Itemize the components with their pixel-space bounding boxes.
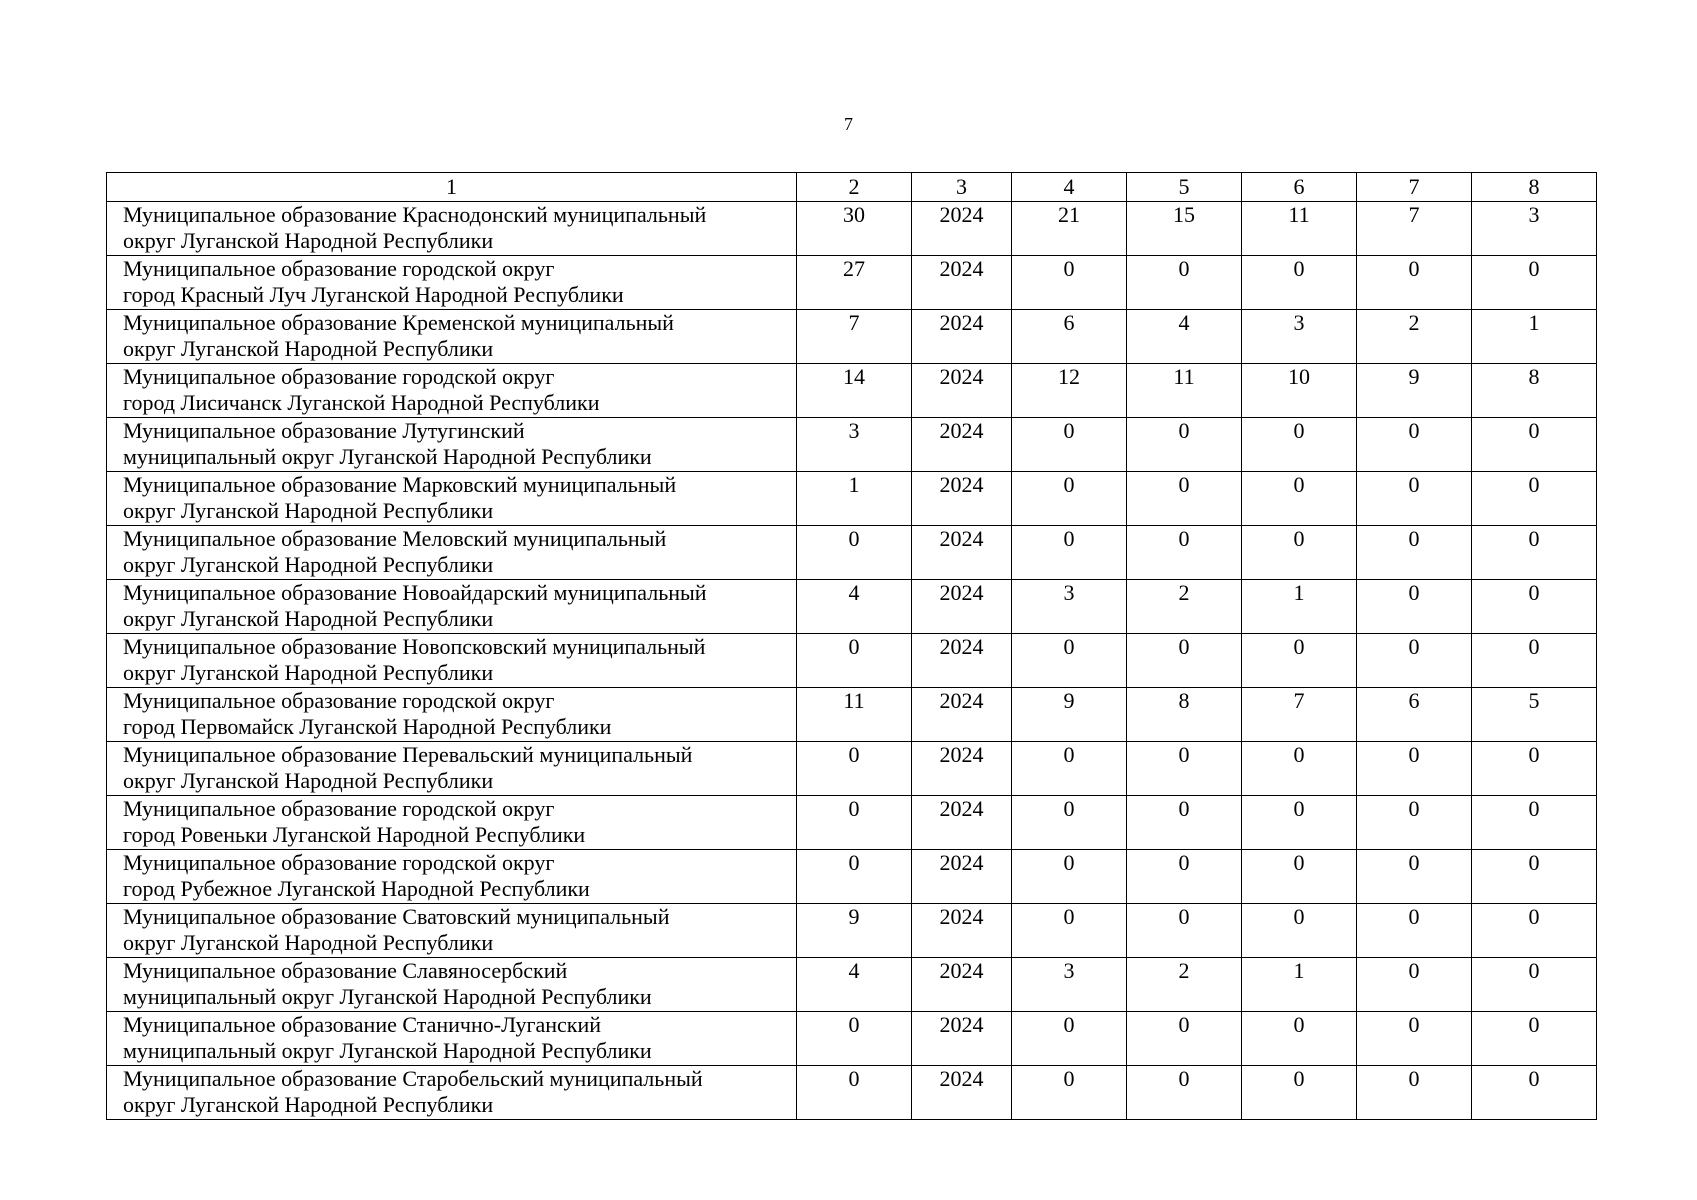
value-cell-col-7: 0 (1357, 742, 1472, 796)
value-cell-col-6: 0 (1242, 418, 1357, 472)
value-cell-col-5: 0 (1127, 418, 1242, 472)
value-cell-col-3: 2024 (912, 580, 1012, 634)
municipality-name-cell (107, 688, 797, 742)
value-cell-col-2: 9 (797, 904, 912, 958)
value-cell-col-2: 0 (797, 796, 912, 850)
municipality-name-cell (107, 256, 797, 310)
value-cell-col-4: 12 (1012, 364, 1127, 418)
value-cell-col-3: 2024 (912, 256, 1012, 310)
municipality-name-line: Муниципальное образование городской округ (123, 796, 555, 821)
value-cell-col-8: 0 (1472, 742, 1597, 796)
value-cell-col-7: 2 (1357, 310, 1472, 364)
value-cell-col-6: 0 (1242, 1066, 1357, 1120)
value-cell-col-5: 0 (1127, 904, 1242, 958)
table-row (107, 472, 1597, 526)
table-row (107, 742, 1597, 796)
value-cell-col-4: 3 (1012, 580, 1127, 634)
value-cell-col-4: 3 (1012, 958, 1127, 1012)
value-cell-col-6: 0 (1242, 1012, 1357, 1066)
value-cell-col-6: 7 (1242, 688, 1357, 742)
value-cell-col-4: 0 (1012, 742, 1127, 796)
value-cell-col-3: 2024 (912, 850, 1012, 904)
value-cell-col-7: 0 (1357, 796, 1472, 850)
municipality-name-line: Муниципальное образование городской округ (123, 364, 555, 389)
column-header: 1 (107, 173, 797, 202)
municipality-name-line: город Лисичанск Луганской Народной Республики (123, 390, 600, 415)
table-row (107, 688, 1597, 742)
value-cell-col-5: 2 (1127, 580, 1242, 634)
value-cell-col-4: 0 (1012, 796, 1127, 850)
value-cell-col-4: 0 (1012, 1012, 1127, 1066)
municipality-name-line: округ Луганской Народной Республики (123, 336, 494, 361)
column-header: 4 (1012, 173, 1127, 202)
value-cell-col-8: 0 (1472, 634, 1597, 688)
value-cell-col-5: 0 (1127, 472, 1242, 526)
value-cell-col-2: 27 (797, 256, 912, 310)
municipality-name-line: Муниципальное образование Славяносербский (123, 958, 568, 983)
value-cell-col-2: 7 (797, 310, 912, 364)
value-cell-col-5: 0 (1127, 742, 1242, 796)
table-row (107, 634, 1597, 688)
municipality-name-line: муниципальный округ Луганской Народной Республики (123, 1038, 652, 1063)
value-cell-col-8: 0 (1472, 796, 1597, 850)
table-row (107, 1066, 1597, 1120)
value-cell-col-4: 0 (1012, 526, 1127, 580)
table-row (107, 958, 1597, 1012)
municipality-name-line: Муниципальное образование городской округ (123, 688, 555, 713)
column-header: 5 (1127, 173, 1242, 202)
value-cell-col-2: 0 (797, 526, 912, 580)
municipality-name-cell (107, 1066, 797, 1120)
municipality-name-line: Муниципальное образование Лутугинский (123, 418, 525, 443)
value-cell-col-2: 0 (797, 1012, 912, 1066)
value-cell-col-2: 4 (797, 958, 912, 1012)
value-cell-col-6: 0 (1242, 526, 1357, 580)
value-cell-col-2: 3 (797, 418, 912, 472)
value-cell-col-7: 0 (1357, 418, 1472, 472)
municipality-name-line: муниципальный округ Луганской Народной Республики (123, 444, 652, 469)
municipality-name-cell (107, 742, 797, 796)
municipality-name-line: Муниципальное образование городской округ (123, 256, 555, 281)
value-cell-col-4: 0 (1012, 472, 1127, 526)
municipality-name-line: город Первомайск Луганской Народной Республики (123, 714, 612, 739)
municipality-name-line: Муниципальное образование Новоайдарский муниципальный (123, 580, 707, 605)
value-cell-col-3: 2024 (912, 742, 1012, 796)
value-cell-col-7: 0 (1357, 526, 1472, 580)
municipality-name-line: город Рубежное Луганской Народной Республики (123, 876, 590, 901)
column-header: 6 (1242, 173, 1357, 202)
value-cell-col-7: 0 (1357, 850, 1472, 904)
value-cell-col-5: 11 (1127, 364, 1242, 418)
table-body (107, 202, 1597, 1120)
municipality-name-line: округ Луганской Народной Республики (123, 660, 494, 685)
value-cell-col-2: 11 (797, 688, 912, 742)
municipality-name-cell (107, 526, 797, 580)
value-cell-col-6: 10 (1242, 364, 1357, 418)
value-cell-col-3: 2024 (912, 472, 1012, 526)
value-cell-col-8: 0 (1472, 850, 1597, 904)
column-header: 3 (912, 173, 1012, 202)
municipality-name-line: округ Луганской Народной Республики (123, 930, 494, 955)
municipality-name-cell (107, 1012, 797, 1066)
municipality-name-line: муниципальный округ Луганской Народной Республики (123, 984, 652, 1009)
value-cell-col-7: 0 (1357, 1066, 1472, 1120)
value-cell-col-4: 0 (1012, 850, 1127, 904)
municipality-name-cell (107, 850, 797, 904)
value-cell-col-5: 4 (1127, 310, 1242, 364)
value-cell-col-8: 0 (1472, 904, 1597, 958)
table-row (107, 850, 1597, 904)
value-cell-col-3: 2024 (912, 364, 1012, 418)
municipality-name-line: Муниципальное образование Меловский муниципальный (123, 526, 667, 551)
municipality-name-line: Муниципальное образование Кременской муниципальный (123, 310, 674, 335)
value-cell-col-4: 21 (1012, 202, 1127, 256)
value-cell-col-5: 0 (1127, 256, 1242, 310)
municipality-name-cell (107, 580, 797, 634)
value-cell-col-7: 9 (1357, 364, 1472, 418)
value-cell-col-4: 0 (1012, 1066, 1127, 1120)
value-cell-col-7: 6 (1357, 688, 1472, 742)
column-number-header-row (107, 173, 1597, 202)
value-cell-col-7: 0 (1357, 634, 1472, 688)
municipality-name-line: город Красный Луч Луганской Народной Республики (123, 282, 624, 307)
value-cell-col-4: 0 (1012, 904, 1127, 958)
table-row (107, 418, 1597, 472)
value-cell-col-4: 9 (1012, 688, 1127, 742)
value-cell-col-7: 0 (1357, 904, 1472, 958)
municipality-name-line: Муниципальное образование Марковский муниципальный (123, 472, 677, 497)
value-cell-col-6: 11 (1242, 202, 1357, 256)
page-number: 7 (844, 114, 853, 134)
value-cell-col-3: 2024 (912, 526, 1012, 580)
table-row (107, 796, 1597, 850)
municipality-name-line: округ Луганской Народной Республики (123, 228, 494, 253)
value-cell-col-8: 0 (1472, 958, 1597, 1012)
value-cell-col-5: 0 (1127, 1012, 1242, 1066)
value-cell-col-5: 0 (1127, 796, 1242, 850)
value-cell-col-3: 2024 (912, 634, 1012, 688)
municipality-name-cell (107, 634, 797, 688)
value-cell-col-3: 2024 (912, 1066, 1012, 1120)
municipality-name-cell (107, 472, 797, 526)
value-cell-col-2: 0 (797, 634, 912, 688)
municipality-name-line: округ Луганской Народной Республики (123, 498, 494, 523)
value-cell-col-8: 0 (1472, 1012, 1597, 1066)
value-cell-col-6: 0 (1242, 742, 1357, 796)
value-cell-col-6: 0 (1242, 472, 1357, 526)
value-cell-col-8: 0 (1472, 256, 1597, 310)
value-cell-col-7: 0 (1357, 1012, 1472, 1066)
municipality-name-line: округ Луганской Народной Республики (123, 606, 494, 631)
value-cell-col-8: 3 (1472, 202, 1597, 256)
municipality-name-line: Муниципальное образование Краснодонский муниципальный (123, 202, 707, 227)
value-cell-col-4: 0 (1012, 418, 1127, 472)
value-cell-col-2: 0 (797, 1066, 912, 1120)
column-header: 8 (1472, 173, 1597, 202)
value-cell-col-5: 0 (1127, 634, 1242, 688)
value-cell-col-5: 0 (1127, 1066, 1242, 1120)
municipality-name-line: Муниципальное образование городской округ (123, 850, 555, 875)
table-row (107, 526, 1597, 580)
value-cell-col-8: 0 (1472, 526, 1597, 580)
municipality-name-line: округ Луганской Народной Республики (123, 768, 494, 793)
value-cell-col-3: 2024 (912, 796, 1012, 850)
municipality-name-cell (107, 958, 797, 1012)
municipality-name-line: Муниципальное образование Станично-Луганский (123, 1012, 602, 1037)
value-cell-col-7: 0 (1357, 580, 1472, 634)
value-cell-col-5: 0 (1127, 850, 1242, 904)
table-row (107, 580, 1597, 634)
value-cell-col-3: 2024 (912, 418, 1012, 472)
value-cell-col-6: 0 (1242, 904, 1357, 958)
municipal-data-table (106, 172, 1597, 1120)
value-cell-col-4: 6 (1012, 310, 1127, 364)
value-cell-col-2: 14 (797, 364, 912, 418)
municipality-name-line: Муниципальное образование Новопсковский муниципальный (123, 634, 706, 659)
value-cell-col-3: 2024 (912, 904, 1012, 958)
value-cell-col-8: 8 (1472, 364, 1597, 418)
value-cell-col-7: 0 (1357, 472, 1472, 526)
value-cell-col-8: 5 (1472, 688, 1597, 742)
value-cell-col-4: 0 (1012, 256, 1127, 310)
value-cell-col-7: 0 (1357, 256, 1472, 310)
value-cell-col-2: 1 (797, 472, 912, 526)
value-cell-col-8: 0 (1472, 1066, 1597, 1120)
table-row (107, 310, 1597, 364)
value-cell-col-6: 0 (1242, 634, 1357, 688)
value-cell-col-5: 8 (1127, 688, 1242, 742)
value-cell-col-8: 1 (1472, 310, 1597, 364)
value-cell-col-5: 0 (1127, 526, 1242, 580)
municipality-name-line: округ Луганской Народной Республики (123, 1092, 494, 1117)
value-cell-col-6: 0 (1242, 850, 1357, 904)
value-cell-col-5: 2 (1127, 958, 1242, 1012)
value-cell-col-2: 4 (797, 580, 912, 634)
value-cell-col-6: 3 (1242, 310, 1357, 364)
value-cell-col-2: 0 (797, 742, 912, 796)
value-cell-col-3: 2024 (912, 688, 1012, 742)
value-cell-col-3: 2024 (912, 1012, 1012, 1066)
value-cell-col-2: 0 (797, 850, 912, 904)
value-cell-col-6: 1 (1242, 958, 1357, 1012)
table-row (107, 904, 1597, 958)
municipality-name-cell (107, 202, 797, 256)
table-row (107, 364, 1597, 418)
value-cell-col-6: 1 (1242, 580, 1357, 634)
municipality-name-cell (107, 418, 797, 472)
municipality-name-line: Муниципальное образование Перевальский муниципальный (123, 742, 693, 767)
municipality-name-line: округ Луганской Народной Республики (123, 552, 494, 577)
municipality-name-line: город Ровеньки Луганской Народной Республики (123, 822, 586, 847)
municipality-name-cell (107, 904, 797, 958)
table-row (107, 202, 1597, 256)
value-cell-col-7: 0 (1357, 958, 1472, 1012)
value-cell-col-8: 0 (1472, 580, 1597, 634)
municipality-name-line: Муниципальное образование Сватовский муниципальный (123, 904, 670, 929)
value-cell-col-3: 2024 (912, 310, 1012, 364)
value-cell-col-7: 7 (1357, 202, 1472, 256)
value-cell-col-4: 0 (1012, 634, 1127, 688)
municipality-name-cell (107, 364, 797, 418)
value-cell-col-8: 0 (1472, 418, 1597, 472)
column-header: 7 (1357, 173, 1472, 202)
value-cell-col-6: 0 (1242, 796, 1357, 850)
municipality-name-line: Муниципальное образование Старобельский муниципальный (123, 1066, 703, 1091)
municipality-name-cell (107, 796, 797, 850)
column-header: 2 (797, 173, 912, 202)
table-row (107, 1012, 1597, 1066)
value-cell-col-6: 0 (1242, 256, 1357, 310)
value-cell-col-3: 2024 (912, 202, 1012, 256)
value-cell-col-3: 2024 (912, 958, 1012, 1012)
value-cell-col-5: 15 (1127, 202, 1242, 256)
municipality-name-cell (107, 310, 797, 364)
value-cell-col-8: 0 (1472, 472, 1597, 526)
table-row (107, 256, 1597, 310)
value-cell-col-2: 30 (797, 202, 912, 256)
